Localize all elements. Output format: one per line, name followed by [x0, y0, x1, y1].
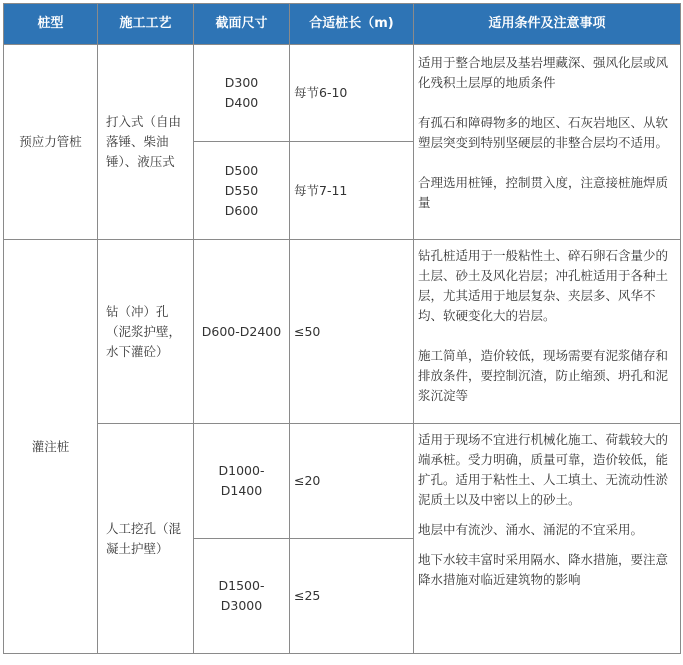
section-size-cell: D1000-D1400 [194, 424, 290, 539]
conditions-cell [414, 424, 681, 654]
dim-value: D400 [224, 95, 259, 110]
process-cell: 打入式（自由落锤、柴油锤）、液压式 [98, 45, 194, 240]
condition-text: 有孤石和障碍物多的地区、石灰岩地区、从软塑层突变到特别坚硬层的非整合层均不适用。 [418, 115, 669, 150]
conditions-cell [414, 240, 681, 424]
header-pile-length: 合适桩长（m) [290, 4, 414, 45]
pile-type-cell: 灌注桩 [4, 240, 98, 654]
pile-length-cell: ≤50 [290, 240, 414, 424]
section-size-cell [194, 45, 290, 142]
table-header-row [4, 4, 681, 45]
table-row [4, 424, 681, 539]
pile-length-cell: 每节6-10 [290, 45, 414, 142]
condition-text: 地下水较丰富时采用隔水、降水措施，要注意降水措施对临近建筑物的影响 [418, 552, 669, 587]
section-size-cell: D1500-D3000 [194, 539, 290, 654]
condition-text: 钻孔桩适用于一般粘性土、碎石卵石含量少的土层、砂土及风化岩层；冲孔桩适用于各种土层，尤其适用于地层复杂、夹层多、风华不均、软硬变化大的岩层。 [418, 248, 669, 323]
header-pile-type: 桩型 [4, 4, 98, 45]
section-size-cell: D600-D2400 [194, 240, 290, 424]
condition-text: 地层中有流沙、涌水、涌泥的不宜采用。 [418, 522, 644, 537]
condition-text: 施工简单，造价较低，现场需要有泥浆储存和排放条件，要控制沉渣，防止缩颈、坍孔和泥浆沉淀等 [418, 348, 669, 403]
section-size-cell [194, 142, 290, 240]
dim-value: D600 [224, 202, 259, 218]
table-row [4, 45, 681, 142]
dim-value: D300 [224, 75, 259, 90]
condition-text: 适用于现场不宜进行机械化施工、荷载较大的端承桩。受力明确，质量可靠，造价较低，能扩孔。适用于粘性土、人工填土、无流动性淤泥质土以及中密以上的砂土。 [418, 432, 669, 507]
header-conditions: 适用条件及注意事项 [414, 4, 681, 45]
condition-text: 适用于整合地层及基岩埋藏深、强风化层或风化残积土层厚的地质条件 [418, 55, 669, 90]
pile-length-cell: 每节7-11 [290, 142, 414, 240]
table-row [4, 240, 681, 424]
pile-type-cell: 预应力管桩 [4, 45, 98, 240]
pile-length-cell: ≤20 [290, 424, 414, 539]
pile-length-cell: ≤25 [290, 539, 414, 654]
header-section-size: 截面尺寸 [194, 4, 290, 45]
condition-text: 合理选用桩锤，控制贯入度，注意接桩施焊质量 [418, 175, 669, 210]
dim-value: D550 [224, 182, 259, 198]
process-cell: 钻（冲）孔（泥浆护壁，水下灌砼） [98, 240, 194, 424]
header-process: 施工工艺 [98, 4, 194, 45]
dim-value: D500 [224, 162, 259, 178]
process-cell: 人工挖孔（混凝土护壁） [98, 424, 194, 654]
conditions-cell [414, 45, 681, 240]
pile-type-table [3, 3, 681, 654]
